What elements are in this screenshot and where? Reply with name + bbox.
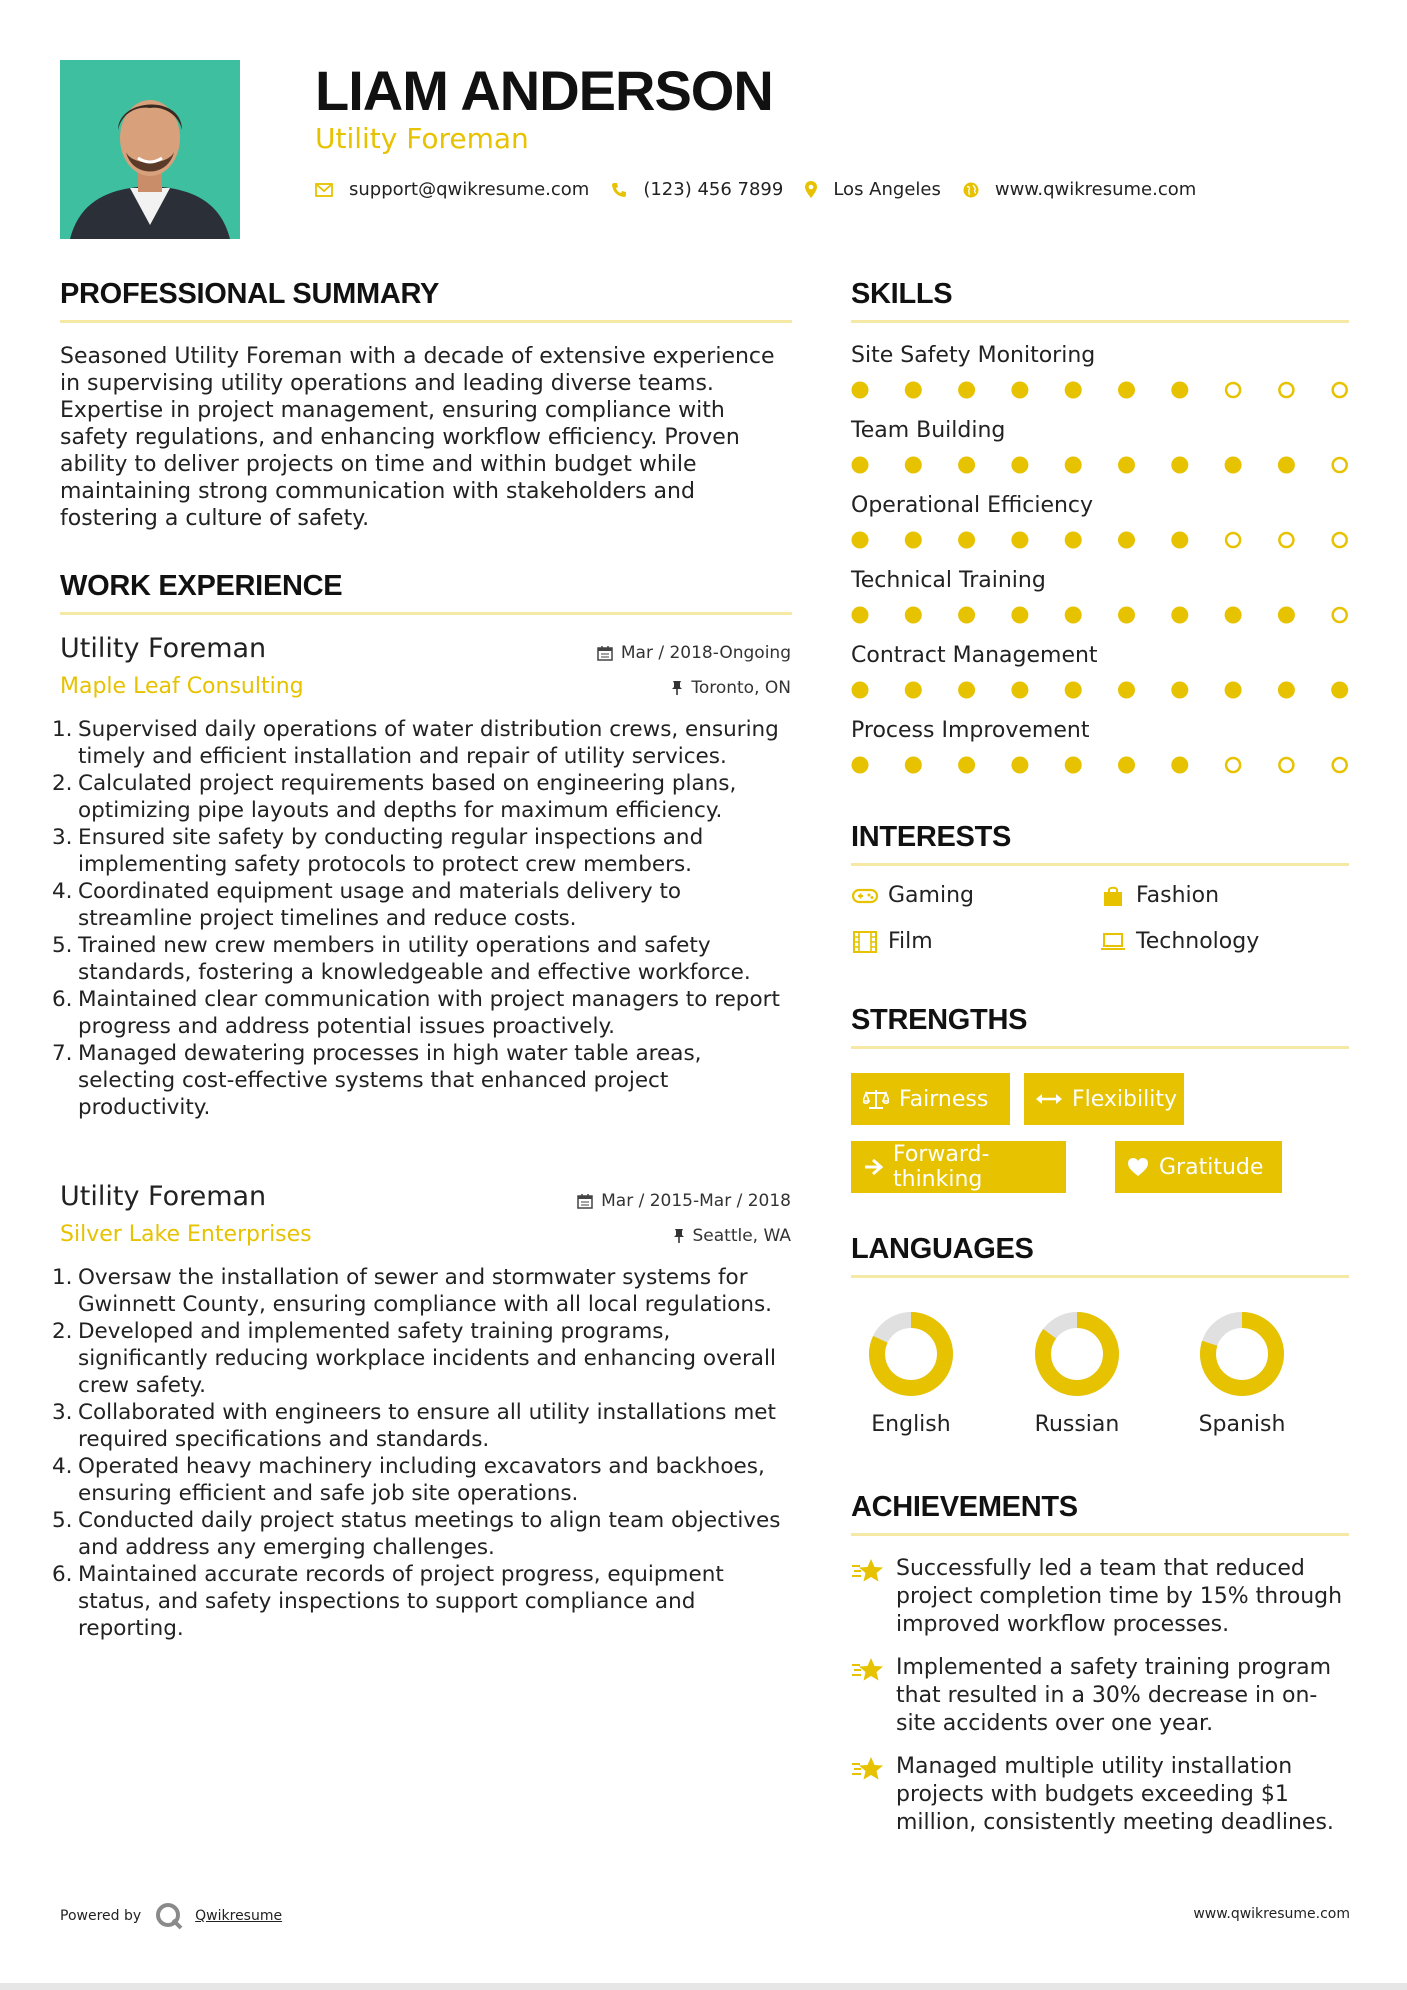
summary-text: Seasoned Utility Foreman with a decade of extensive experience in supervising utility operations and leading diverse teams. Expertise in project management, ensuring compliance with safety regulations, and enhancing workflow efficiency. Proven ability to deliver projects on time and within budget while maintaining strong communication with stakeholders and fostering a culture of safety.	[60, 344, 775, 531]
skill-rating	[851, 530, 1351, 550]
job-title: Utility Foreman	[60, 1181, 267, 1212]
skill-dot-filled	[1011, 532, 1028, 549]
experience-heading: WORK EXPERIENCE	[60, 570, 343, 602]
skill-dot-filled	[1278, 607, 1295, 624]
skill-dot-filled	[1011, 607, 1028, 624]
powered-by-text: Powered by	[60, 1908, 142, 1924]
arrows-horizontal-icon	[1036, 1092, 1062, 1106]
map-marker-icon	[805, 181, 817, 198]
page-bottom-border	[0, 1983, 1407, 1990]
achievement-text: Implemented a safety training program that resulted in a 30% decrease in on-site accidents over one year.	[896, 1655, 1332, 1736]
duties-list-job-2	[52, 1264, 790, 1642]
skill-label: Team Building	[851, 418, 1006, 443]
phone-icon	[611, 182, 627, 198]
skill-dot-filled	[1331, 682, 1348, 699]
heart-icon	[1127, 1157, 1149, 1177]
job-dates	[597, 643, 791, 663]
skill-dot-filled	[1065, 457, 1082, 474]
skill-dot-filled	[1278, 682, 1295, 699]
achievement-item	[851, 1753, 1351, 1837]
qwikresume-logo-icon	[155, 1902, 183, 1930]
candidate-name: LIAM ANDERSON	[315, 59, 773, 122]
duty-item: 5. Trained new crew members in utility operations and safety standards, fostering a knowledgeable and effective workforce.	[52, 933, 751, 985]
skill-dot-filled	[905, 382, 922, 399]
achievement-item	[851, 1555, 1351, 1639]
email-link[interactable]: support@qwikresume.com	[349, 179, 590, 200]
duty-item: 7. Managed dewatering processes in high water table areas, selecting cost-effective systems that enhanced project productivity.	[52, 1041, 702, 1120]
skill-dot-filled	[1171, 457, 1188, 474]
skill-dots	[851, 530, 1351, 550]
skill-dot-filled	[1171, 532, 1188, 549]
duty-item: 3. Collaborated with engineers to ensure all utility installations met required specifications and standards.	[52, 1400, 776, 1452]
strength-tag	[1024, 1073, 1184, 1125]
skill-dot-filled	[958, 532, 975, 549]
skill-dot-empty	[1226, 758, 1240, 772]
duties-list-job-1	[52, 716, 790, 1121]
pushpin-icon	[673, 1228, 685, 1244]
skill-dot-filled	[1118, 457, 1135, 474]
achievement-text: Managed multiple utility installation projects with budgets exceeding $1 million, consistently meeting deadlines.	[896, 1754, 1334, 1835]
skill-dot-filled	[1065, 532, 1082, 549]
arrow-right-icon	[863, 1158, 883, 1176]
job-title: Utility Foreman	[60, 633, 267, 664]
skill-dot-filled	[852, 682, 869, 699]
skill-dot-empty	[1333, 533, 1347, 547]
skill-label: Operational Efficiency	[851, 493, 1094, 518]
strength-label: Fairness	[899, 1086, 989, 1112]
summary-heading: PROFESSIONAL SUMMARY	[60, 278, 440, 310]
duty-item: 3. Ensured site safety by conducting regular inspections and implementing safety protocols to protect crew members.	[52, 825, 704, 877]
star-badge-icon	[851, 1654, 896, 1738]
skill-dot-filled	[905, 682, 922, 699]
laptop-icon	[1099, 933, 1127, 951]
skill-dot-filled	[905, 757, 922, 774]
achievement-item	[851, 1654, 1351, 1738]
globe-icon	[963, 182, 979, 198]
qwikresume-link[interactable]: Qwikresume	[195, 1908, 283, 1924]
strength-tag	[851, 1073, 1010, 1125]
skill-dot-filled	[1118, 757, 1135, 774]
interest-label: Gaming	[888, 883, 974, 908]
job-location	[671, 678, 791, 698]
interest-label: Fashion	[1136, 883, 1220, 908]
profile-photo	[60, 60, 240, 239]
skill-dot-empty	[1333, 458, 1347, 472]
job-dates	[577, 1191, 791, 1211]
skill-dot-filled	[1171, 607, 1188, 624]
skill-dot-filled	[1065, 607, 1082, 624]
skill-dot-filled	[1011, 382, 1028, 399]
skill-dot-filled	[958, 607, 975, 624]
candidate-role: Utility Foreman	[315, 122, 529, 155]
skill-dot-empty	[1333, 608, 1347, 622]
skill-dot-filled	[1171, 682, 1188, 699]
skill-dot-filled	[1011, 457, 1028, 474]
skill-dot-filled	[1118, 607, 1135, 624]
skill-rating	[851, 680, 1351, 700]
skill-dot-filled	[1118, 682, 1135, 699]
interest-label: Film	[888, 929, 933, 954]
skill-rating	[851, 755, 1351, 775]
language-item	[1190, 1310, 1294, 1437]
interest-item	[851, 929, 933, 954]
skill-rating	[851, 455, 1351, 475]
achievement-text: Successfully led a team that reduced project completion time by 15% through improved workflow processes.	[896, 1556, 1343, 1637]
skill-dot-filled	[852, 532, 869, 549]
skill-label: Technical Training	[851, 568, 1046, 593]
job-location-text: Seattle, WA	[692, 1226, 791, 1246]
skill-dot-filled	[852, 607, 869, 624]
phone-number: (123) 456 7899	[643, 179, 784, 200]
language-proficiency-donut	[867, 1310, 955, 1398]
interest-item	[851, 883, 974, 908]
strengths-heading: STRENGTHS	[851, 1004, 1028, 1036]
duty-item: 6. Maintained accurate records of project progress, equipment status, and safety inspections to support compliance and reporting.	[52, 1562, 724, 1641]
duty-item: 4. Coordinated equipment usage and materials delivery to streamline project timelines and reduce costs.	[52, 879, 682, 931]
powered-by	[60, 1902, 282, 1930]
skill-dot-filled	[1011, 682, 1028, 699]
star-badge-icon	[851, 1555, 896, 1639]
job-dates-text: Mar / 2018-Ongoing	[620, 643, 791, 663]
film-icon	[851, 931, 879, 953]
skill-rating	[851, 605, 1351, 625]
job-location-text: Toronto, ON	[691, 678, 791, 698]
language-name: English	[871, 1412, 951, 1437]
calendar-icon	[597, 645, 613, 661]
language-item	[859, 1310, 963, 1437]
achievements-divider	[851, 1533, 1349, 1536]
skill-dot-filled	[1065, 757, 1082, 774]
balance-scale-icon	[863, 1088, 889, 1110]
envelope-icon	[315, 183, 333, 197]
calendar-icon	[577, 1193, 593, 1209]
skill-dot-filled	[1171, 757, 1188, 774]
skill-dot-filled	[905, 607, 922, 624]
footer-url[interactable]: www.qwikresume.com	[1193, 1906, 1350, 1922]
skill-dot-filled	[1225, 607, 1242, 624]
duty-item: 4. Operated heavy machinery including excavators and backhoes, ensuring efficient and safe job site operations.	[52, 1454, 765, 1506]
pushpin-icon	[671, 680, 683, 696]
skill-dot-filled	[852, 757, 869, 774]
interest-label: Technology	[1136, 929, 1260, 954]
shopping-bag-icon	[1099, 885, 1127, 907]
skill-dot-filled	[1065, 682, 1082, 699]
interest-item	[1099, 883, 1219, 908]
skill-dot-empty	[1333, 758, 1347, 772]
skill-dot-filled	[1225, 682, 1242, 699]
skill-dot-empty	[1226, 383, 1240, 397]
skill-dots	[851, 680, 1351, 700]
skill-dot-filled	[958, 457, 975, 474]
skill-dot-filled	[1065, 382, 1082, 399]
skill-dot-filled	[1011, 757, 1028, 774]
interests-heading: INTERESTS	[851, 821, 1012, 853]
skill-dot-filled	[852, 382, 869, 399]
gamepad-icon	[851, 888, 879, 904]
skill-dot-filled	[1225, 457, 1242, 474]
strength-label: Gratitude	[1159, 1154, 1264, 1180]
skill-dot-filled	[958, 682, 975, 699]
languages-heading: LANGUAGES	[851, 1233, 1034, 1265]
star-badge-icon	[851, 1753, 896, 1837]
location-text: Los Angeles	[833, 179, 941, 200]
duty-item: 2. Calculated project requirements based on engineering plans, optimizing pipe layouts and depths for maximum efficiency.	[52, 771, 737, 823]
skill-dots	[851, 755, 1351, 775]
duty-item: 2. Developed and implemented safety training programs, significantly reducing workplace incidents and enhancing overall crew safety.	[52, 1319, 776, 1398]
skill-dot-filled	[852, 457, 869, 474]
experience-divider	[60, 612, 792, 615]
skill-label: Contract Management	[851, 643, 1098, 668]
skill-dot-filled	[958, 757, 975, 774]
job-location	[673, 1226, 792, 1246]
skill-dot-empty	[1226, 533, 1240, 547]
achievements-heading: ACHIEVEMENTS	[851, 1491, 1078, 1523]
skill-dots	[851, 455, 1351, 475]
company-name: Silver Lake Enterprises	[60, 1222, 312, 1247]
skills-heading: SKILLS	[851, 278, 953, 310]
skill-dot-empty	[1279, 533, 1293, 547]
job-dates-text: Mar / 2015-Mar / 2018	[601, 1191, 791, 1211]
skill-dot-empty	[1279, 383, 1293, 397]
skills-divider	[851, 320, 1349, 323]
skill-label: Process Improvement	[851, 718, 1090, 743]
skill-dot-empty	[1279, 758, 1293, 772]
strength-tag	[851, 1141, 1066, 1193]
skill-rating	[851, 380, 1351, 400]
skill-dots	[851, 380, 1351, 400]
contact-bar	[315, 179, 1218, 200]
duty-item: 1. Supervised daily operations of water distribution crews, ensuring timely and efficient installation and repair of utility services.	[52, 717, 779, 769]
website-link[interactable]: www.qwikresume.com	[994, 179, 1197, 200]
strengths-divider	[851, 1046, 1349, 1049]
strength-label: Flexibility	[1072, 1086, 1177, 1112]
skill-dot-filled	[1118, 532, 1135, 549]
skill-dot-filled	[1278, 457, 1295, 474]
duty-item: 5. Conducted daily project status meetings to align team objectives and address any emerging challenges.	[52, 1508, 781, 1560]
skill-dot-filled	[958, 382, 975, 399]
language-proficiency-donut	[1033, 1310, 1121, 1398]
skill-label: Site Safety Monitoring	[851, 343, 1096, 368]
interests-divider	[851, 863, 1349, 866]
skill-dot-filled	[905, 457, 922, 474]
skill-dot-empty	[1333, 383, 1347, 397]
language-item	[1025, 1310, 1129, 1437]
skill-dots	[851, 605, 1351, 625]
skill-dot-filled	[1171, 382, 1188, 399]
languages-divider	[851, 1275, 1349, 1278]
duty-item: 6. Maintained clear communication with project managers to report progress and address potential issues proactively.	[52, 987, 780, 1039]
summary-divider	[60, 320, 792, 323]
skill-dot-filled	[1118, 382, 1135, 399]
strength-label: Forward-thinking	[893, 1142, 990, 1192]
language-name: Spanish	[1198, 1412, 1286, 1437]
strength-tag	[1115, 1141, 1282, 1193]
language-proficiency-donut	[1198, 1310, 1286, 1398]
skill-dot-filled	[905, 532, 922, 549]
language-name: Russian	[1034, 1412, 1120, 1437]
interest-item	[1099, 929, 1259, 954]
duty-item: 1. Oversaw the installation of sewer and stormwater systems for Gwinnett County, ensuring compliance with all local regulations.	[52, 1265, 773, 1317]
company-name: Maple Leaf Consulting	[60, 674, 304, 699]
